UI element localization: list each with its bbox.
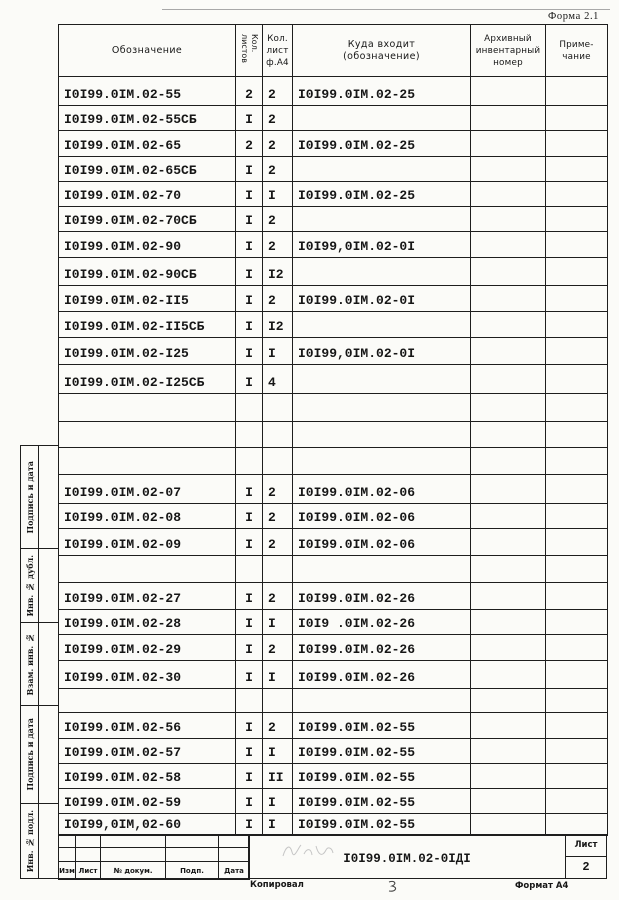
where-used-cell: I0I99.0IM.02-26 bbox=[293, 635, 471, 661]
sheets-count-cell: I bbox=[236, 764, 263, 789]
where-used-cell bbox=[293, 157, 471, 182]
archive-number-cell bbox=[471, 422, 546, 448]
table-row bbox=[59, 713, 608, 739]
archive-number-cell bbox=[471, 232, 546, 258]
note-cell bbox=[546, 286, 608, 312]
note-cell bbox=[546, 77, 608, 106]
empty-row bbox=[59, 448, 608, 475]
where-used-cell: I0I99,0IM.02-0I bbox=[293, 232, 471, 258]
where-used-cell: I0I99.0IM.02-26 bbox=[293, 583, 471, 610]
table-row bbox=[59, 207, 608, 232]
sheets-count-cell: I bbox=[236, 207, 263, 232]
sheets-a4-cell: 2 bbox=[263, 207, 293, 232]
sheets-count-cell: I bbox=[236, 661, 263, 689]
table-row bbox=[59, 583, 608, 610]
sheets-count-cell: 2 bbox=[236, 77, 263, 106]
change-col-label: Изм bbox=[59, 862, 76, 880]
sheets-count-cell: I bbox=[236, 635, 263, 661]
archive-number-cell bbox=[471, 448, 546, 475]
archive-number-cell bbox=[471, 529, 546, 556]
sheets-count-cell: I bbox=[236, 106, 263, 131]
archive-number-cell bbox=[471, 286, 546, 312]
designation-cell: I0I99.0IM.02-58 bbox=[59, 764, 236, 789]
where-used-cell: I0I99.0IM.02-26 bbox=[293, 661, 471, 689]
archive-number-cell bbox=[471, 610, 546, 635]
table-row bbox=[59, 764, 608, 789]
archive-number-cell bbox=[471, 365, 546, 394]
table-row bbox=[59, 739, 608, 764]
designation-cell bbox=[59, 448, 236, 475]
archive-number-cell bbox=[471, 739, 546, 764]
designation-cell: I0I99.0IM.02-I25 bbox=[59, 338, 236, 365]
designation-cell: I0I99.0IM.02-70СБ bbox=[59, 207, 236, 232]
note-cell bbox=[546, 661, 608, 689]
where-used-cell: I0I99.0IM.02-25 bbox=[293, 131, 471, 157]
note-cell bbox=[546, 232, 608, 258]
note-cell bbox=[546, 338, 608, 365]
designation-cell: I0I99.0IM.02-65 bbox=[59, 131, 236, 157]
designation-cell: I0I99.0IM.02-II5СБ bbox=[59, 312, 236, 338]
handwritten-mark bbox=[386, 879, 400, 893]
where-used-cell bbox=[293, 422, 471, 448]
sheets-a4-cell: 2 bbox=[263, 504, 293, 529]
sheets-count-cell: I bbox=[236, 789, 263, 814]
designation-cell: I0I99,0IM,02-60 bbox=[59, 814, 236, 836]
sheets-a4-cell: 2 bbox=[263, 106, 293, 131]
sheets-a4-cell: 2 bbox=[263, 131, 293, 157]
copied-by-label: Копировал bbox=[250, 880, 304, 890]
sheets-count-cell bbox=[236, 394, 263, 422]
where-used-cell bbox=[293, 207, 471, 232]
where-used-cell bbox=[293, 312, 471, 338]
designation-cell: I0I99.0IM.02-I25СБ bbox=[59, 365, 236, 394]
archive-number-cell bbox=[471, 77, 546, 106]
where-used-cell bbox=[293, 394, 471, 422]
archive-number-cell bbox=[471, 207, 546, 232]
sheets-a4-cell bbox=[263, 689, 293, 713]
note-cell bbox=[546, 529, 608, 556]
archive-number-cell bbox=[471, 635, 546, 661]
left-margin-strip bbox=[20, 445, 59, 879]
sheets-a4-cell: 2 bbox=[263, 529, 293, 556]
sheets-a4-cell bbox=[263, 448, 293, 475]
designation-cell bbox=[59, 422, 236, 448]
margin-label: Подпись и дата bbox=[24, 718, 35, 791]
designation-cell: I0I99.0IM.02-90СБ bbox=[59, 258, 236, 286]
table-row bbox=[59, 610, 608, 635]
designation-cell: I0I99.0IM.02-90 bbox=[59, 232, 236, 258]
header-archive-number: Архивный инвентарный номер bbox=[471, 25, 546, 77]
change-col-label: Лист bbox=[76, 862, 101, 880]
sheets-a4-cell: I bbox=[263, 789, 293, 814]
change-col-label: Дата bbox=[219, 862, 250, 880]
header-sheets-a4: Кол. лист ф.А4 bbox=[263, 25, 293, 77]
sheets-a4-cell: I bbox=[263, 610, 293, 635]
archive-number-cell bbox=[471, 504, 546, 529]
where-used-cell: I0I9 .0IM.02-26 bbox=[293, 610, 471, 635]
table-row bbox=[59, 312, 608, 338]
note-cell bbox=[546, 394, 608, 422]
designation-cell: I0I99.0IM.02-65СБ bbox=[59, 157, 236, 182]
table-row bbox=[59, 661, 608, 689]
sheets-a4-cell: 2 bbox=[263, 583, 293, 610]
sheet-number: 2 bbox=[582, 860, 590, 874]
designation-cell: I0I99.0IM.02-57 bbox=[59, 739, 236, 764]
sheets-a4-cell: 2 bbox=[263, 157, 293, 182]
where-used-cell: I0I99.0IM.02-06 bbox=[293, 504, 471, 529]
empty-row bbox=[59, 422, 608, 448]
table-row bbox=[59, 789, 608, 814]
sheets-a4-cell: I2 bbox=[263, 312, 293, 338]
note-cell bbox=[546, 207, 608, 232]
sheets-count-cell bbox=[236, 422, 263, 448]
archive-number-cell bbox=[471, 814, 546, 836]
where-used-cell bbox=[293, 258, 471, 286]
empty-row bbox=[59, 689, 608, 713]
note-cell bbox=[546, 258, 608, 286]
sheets-count-cell: I bbox=[236, 529, 263, 556]
designation-cell: I0I99.0IM.02-30 bbox=[59, 661, 236, 689]
where-used-cell: I0I99.0IM.02-0I bbox=[293, 286, 471, 312]
note-cell bbox=[546, 713, 608, 739]
sheets-count-cell: I bbox=[236, 338, 263, 365]
change-col-label: № докум. bbox=[101, 862, 166, 880]
sheets-a4-cell: I bbox=[263, 661, 293, 689]
where-used-cell: I0I99.0IM.02-25 bbox=[293, 77, 471, 106]
margin-cell-duplicate-inv bbox=[21, 549, 59, 623]
designation-cell: I0I99.0IM.02-56 bbox=[59, 713, 236, 739]
note-cell bbox=[546, 106, 608, 131]
archive-number-cell bbox=[471, 157, 546, 182]
note-cell bbox=[546, 157, 608, 182]
archive-number-cell bbox=[471, 258, 546, 286]
sheets-count-cell: I bbox=[236, 365, 263, 394]
change-row bbox=[59, 835, 250, 848]
header-designation: Обозначение bbox=[59, 25, 236, 77]
where-used-cell: I0I99.0IM.02-25 bbox=[293, 182, 471, 207]
sheets-count-cell: I bbox=[236, 157, 263, 182]
sheets-a4-cell: 2 bbox=[263, 713, 293, 739]
sheets-a4-cell: II bbox=[263, 764, 293, 789]
table-row bbox=[59, 635, 608, 661]
margin-cell-signature-date bbox=[21, 446, 59, 549]
archive-number-cell bbox=[471, 106, 546, 131]
archive-number-cell bbox=[471, 689, 546, 713]
where-used-cell: I0I99.0IM.02-55 bbox=[293, 764, 471, 789]
table-row bbox=[59, 475, 608, 504]
where-used-cell: I0I99.0IM.02-06 bbox=[293, 529, 471, 556]
register-body bbox=[59, 77, 608, 836]
archive-number-cell bbox=[471, 661, 546, 689]
designation-cell: I0I99.0IM.02-09 bbox=[59, 529, 236, 556]
margin-label: Подпись и дата bbox=[24, 460, 35, 534]
sheets-a4-cell: 2 bbox=[263, 77, 293, 106]
sheets-count-cell: I bbox=[236, 739, 263, 764]
note-cell bbox=[546, 583, 608, 610]
where-used-cell: I0I99.0IM.02-55 bbox=[293, 739, 471, 764]
sheets-count-cell: I bbox=[236, 504, 263, 529]
margin-label: Инв. № дубл. bbox=[24, 554, 35, 617]
where-used-cell: I0I99.0IM.02-06 bbox=[293, 475, 471, 504]
top-page-rule bbox=[162, 9, 610, 10]
designation-cell bbox=[59, 556, 236, 583]
where-used-cell: I0I99.0IM.02-55 bbox=[293, 789, 471, 814]
header-note: Приме- чание bbox=[546, 25, 608, 77]
sheets-count-cell: I bbox=[236, 583, 263, 610]
table-row bbox=[59, 106, 608, 131]
designation-cell bbox=[59, 689, 236, 713]
archive-number-cell bbox=[471, 713, 546, 739]
designation-cell: I0I99.0IM.02-28 bbox=[59, 610, 236, 635]
designation-cell bbox=[59, 394, 236, 422]
note-cell bbox=[546, 475, 608, 504]
sheets-count-cell: I bbox=[236, 258, 263, 286]
archive-number-cell bbox=[471, 394, 546, 422]
where-used-cell: I0I99.0IM.02-55 bbox=[293, 713, 471, 739]
table-row bbox=[59, 365, 608, 394]
change-label-row bbox=[59, 862, 250, 880]
sheets-count-cell bbox=[236, 448, 263, 475]
sheet-box bbox=[565, 835, 606, 878]
empty-row bbox=[59, 556, 608, 583]
designation-cell: I0I99.0IM.02-70 bbox=[59, 182, 236, 207]
table-row bbox=[59, 504, 608, 529]
note-cell bbox=[546, 789, 608, 814]
designation-cell: I0I99.0IM.02-29 bbox=[59, 635, 236, 661]
note-cell bbox=[546, 764, 608, 789]
designation-cell: I0I99.0IM.02-55СБ bbox=[59, 106, 236, 131]
sheets-count-cell: I bbox=[236, 814, 263, 836]
header-row bbox=[59, 25, 608, 77]
note-cell bbox=[546, 448, 608, 475]
designation-cell: I0I99.0IM.02-II5 bbox=[59, 286, 236, 312]
designation-cell: I0I99.0IM.02-08 bbox=[59, 504, 236, 529]
where-used-cell bbox=[293, 689, 471, 713]
sheets-a4-cell: 4 bbox=[263, 365, 293, 394]
archive-number-cell bbox=[471, 338, 546, 365]
register-table bbox=[58, 24, 608, 836]
archive-number-cell bbox=[471, 583, 546, 610]
change-col-label: Подп. bbox=[166, 862, 219, 880]
sheets-a4-cell: I bbox=[263, 338, 293, 365]
note-cell bbox=[546, 182, 608, 207]
note-cell bbox=[546, 635, 608, 661]
note-cell bbox=[546, 689, 608, 713]
table-row bbox=[59, 338, 608, 365]
sheets-count-cell: I bbox=[236, 286, 263, 312]
table-row bbox=[59, 131, 608, 157]
note-cell bbox=[546, 610, 608, 635]
note-cell bbox=[546, 739, 608, 764]
archive-number-cell bbox=[471, 312, 546, 338]
note-cell bbox=[546, 365, 608, 394]
sheets-count-cell: 2 bbox=[236, 131, 263, 157]
header-sheets-count: Кол. листов bbox=[236, 25, 263, 77]
where-used-cell bbox=[293, 106, 471, 131]
sheets-count-cell bbox=[236, 556, 263, 583]
where-used-cell bbox=[293, 365, 471, 394]
sheets-count-cell: I bbox=[236, 312, 263, 338]
empty-row bbox=[59, 394, 608, 422]
note-cell bbox=[546, 814, 608, 836]
table-row bbox=[59, 77, 608, 106]
table-row bbox=[59, 182, 608, 207]
margin-cell-original-inv bbox=[21, 804, 59, 878]
table-row bbox=[59, 258, 608, 286]
margin-cell-signature-date-2 bbox=[21, 706, 59, 804]
change-record-table bbox=[58, 834, 250, 880]
archive-number-cell bbox=[471, 764, 546, 789]
sheets-a4-cell: 2 bbox=[263, 286, 293, 312]
header-where-used: Куда входит (обозначение) bbox=[293, 25, 471, 77]
sheets-count-cell: I bbox=[236, 610, 263, 635]
sheets-count-cell: I bbox=[236, 182, 263, 207]
table-row bbox=[59, 814, 608, 836]
archive-number-cell bbox=[471, 475, 546, 504]
sheets-count-cell: I bbox=[236, 232, 263, 258]
sheets-a4-cell: 2 bbox=[263, 475, 293, 504]
sheets-count-cell: I bbox=[236, 713, 263, 739]
designation-cell: I0I99.0IM.02-07 bbox=[59, 475, 236, 504]
signature-scribble bbox=[280, 840, 336, 862]
table-row bbox=[59, 529, 608, 556]
sheets-a4-cell bbox=[263, 422, 293, 448]
archive-number-cell bbox=[471, 131, 546, 157]
format-label: Формат А4 bbox=[515, 881, 569, 891]
where-used-cell: I0I99,0IM.02-0I bbox=[293, 338, 471, 365]
archive-number-cell bbox=[471, 182, 546, 207]
sheets-a4-cell: I bbox=[263, 739, 293, 764]
note-cell bbox=[546, 504, 608, 529]
sheets-a4-cell bbox=[263, 394, 293, 422]
margin-cell-replacement-inv bbox=[21, 623, 59, 706]
designation-cell: I0I99.0IM.02-59 bbox=[59, 789, 236, 814]
sheets-a4-cell: 2 bbox=[263, 635, 293, 661]
table-row bbox=[59, 232, 608, 258]
table-row bbox=[59, 286, 608, 312]
where-used-cell bbox=[293, 448, 471, 475]
document-code: I0I99.0IM.02-0IДI bbox=[248, 835, 565, 878]
note-cell bbox=[546, 422, 608, 448]
sheets-count-cell bbox=[236, 689, 263, 713]
sheet-label: Лист bbox=[566, 835, 606, 857]
designation-cell: I0I99.0IM.02-27 bbox=[59, 583, 236, 610]
sheets-a4-cell: 2 bbox=[263, 232, 293, 258]
note-cell bbox=[546, 131, 608, 157]
where-used-cell bbox=[293, 556, 471, 583]
designation-cell: I0I99.0IM.02-55 bbox=[59, 77, 236, 106]
margin-label: Взам. инв. № bbox=[24, 632, 35, 696]
where-used-cell: I0I99.0IM.02-55 bbox=[293, 814, 471, 836]
form-number: Форма 2.1 bbox=[548, 11, 600, 22]
change-row bbox=[59, 848, 250, 862]
sheets-count-cell: I bbox=[236, 475, 263, 504]
archive-number-cell bbox=[471, 789, 546, 814]
note-cell bbox=[546, 556, 608, 583]
sheets-a4-cell: I bbox=[263, 814, 293, 836]
table-row bbox=[59, 157, 608, 182]
sheets-a4-cell: I bbox=[263, 182, 293, 207]
margin-label: Инв. № подл. bbox=[24, 809, 35, 873]
archive-number-cell bbox=[471, 556, 546, 583]
note-cell bbox=[546, 312, 608, 338]
sheets-a4-cell bbox=[263, 556, 293, 583]
sheets-a4-cell: I2 bbox=[263, 258, 293, 286]
